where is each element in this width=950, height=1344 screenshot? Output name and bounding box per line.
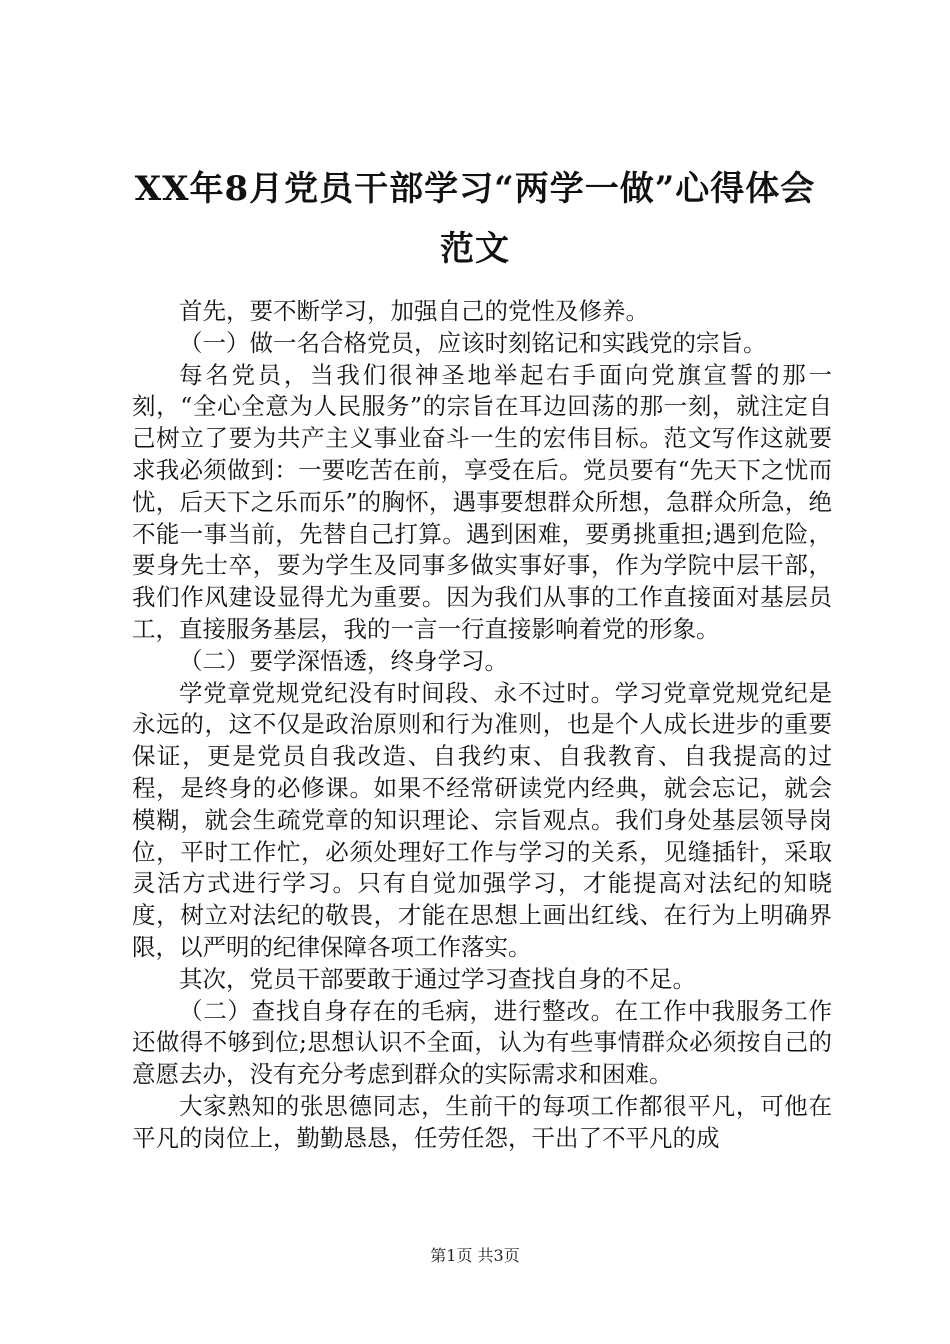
paragraph: （二）查找自身存在的毛病，进行整改。在工作中我服务工作还做得不够到位;思想认识不全面，认为有些事情群众必须按自己的意愿去办，没有充分考虑到群众的实际需求和困难。 (132, 996, 832, 1089)
document-title-line-2: 范文 (440, 229, 510, 269)
paragraph: 每名党员，当我们很神圣地举起右手面向党旗宣誓的那一刻，“全心全意为人民服务”的宗旨在耳边回荡的那一刻，就注定自己树立了要为共产主义事业奋斗一生的宏伟目标。范文写作这就要求我必须做到：一要吃苦在前，享受在后。党员要有“先天下之忧而忧，后天下之乐而乐”的胸怀，遇事要想群众所想，急群众所急，绝不能一事当前，先替自己打算。遇到困难，要勇挑重担;遇到危险，要身先士卒，要为学生及同事多做实事好事，作为学院中层干部，我们作风建设显得尤为重要。因为我们从事的工作直接面对基层员工，直接服务基层，我的一言一行直接影响着党的形象。 (132, 360, 832, 643)
paragraph: 学党章党规党纪没有时间段、永不过时。学习党章党规党纪是永远的，这不仅是政治原则和行为准则，也是个人成长进步的重要保证，更是党员自我改造、自我约束、自我教育、自我提高的过程，是终身的必修课。如果不经常研读党内经典，就会忘记，就会模糊，就会生疏党章的知识理论、宗旨观点。我们身处基层领导岗位，平时工作忙，必须处理好工作与学习的关系，见缝插针，采取灵活方式进行学习。只有自觉加强学习，才能提高对法纪的知晓度，树立对法纪的敬畏，才能在思想上画出红线、在行为上明确界限，以严明的纪律保障各项工作落实。 (132, 678, 832, 961)
paragraph: （二）要学深悟透，终身学习。 (179, 646, 508, 675)
document-body (132, 296, 832, 1155)
page-footer: 第1页 共3页 (430, 1246, 520, 1265)
paragraph: 首先，要不断学习，加强自己的党性及修养。 (179, 297, 649, 325)
paragraph: 大家熟知的张思德同志，生前干的每项工作都很平凡，可他在平凡的岗位上，勤勤恳恳，任劳任怨，干出了不平凡的成 (132, 1091, 832, 1152)
document-title-line-1: XX年8月党员干部学习“两学一做”心得体会 (134, 169, 816, 209)
paragraph: 其次，党员干部要敢于通过学习查找自身的不足。 (179, 964, 696, 993)
paragraph: （一）做一名合格党员，应该时刻铭记和实践党的宗旨。 (179, 328, 767, 357)
